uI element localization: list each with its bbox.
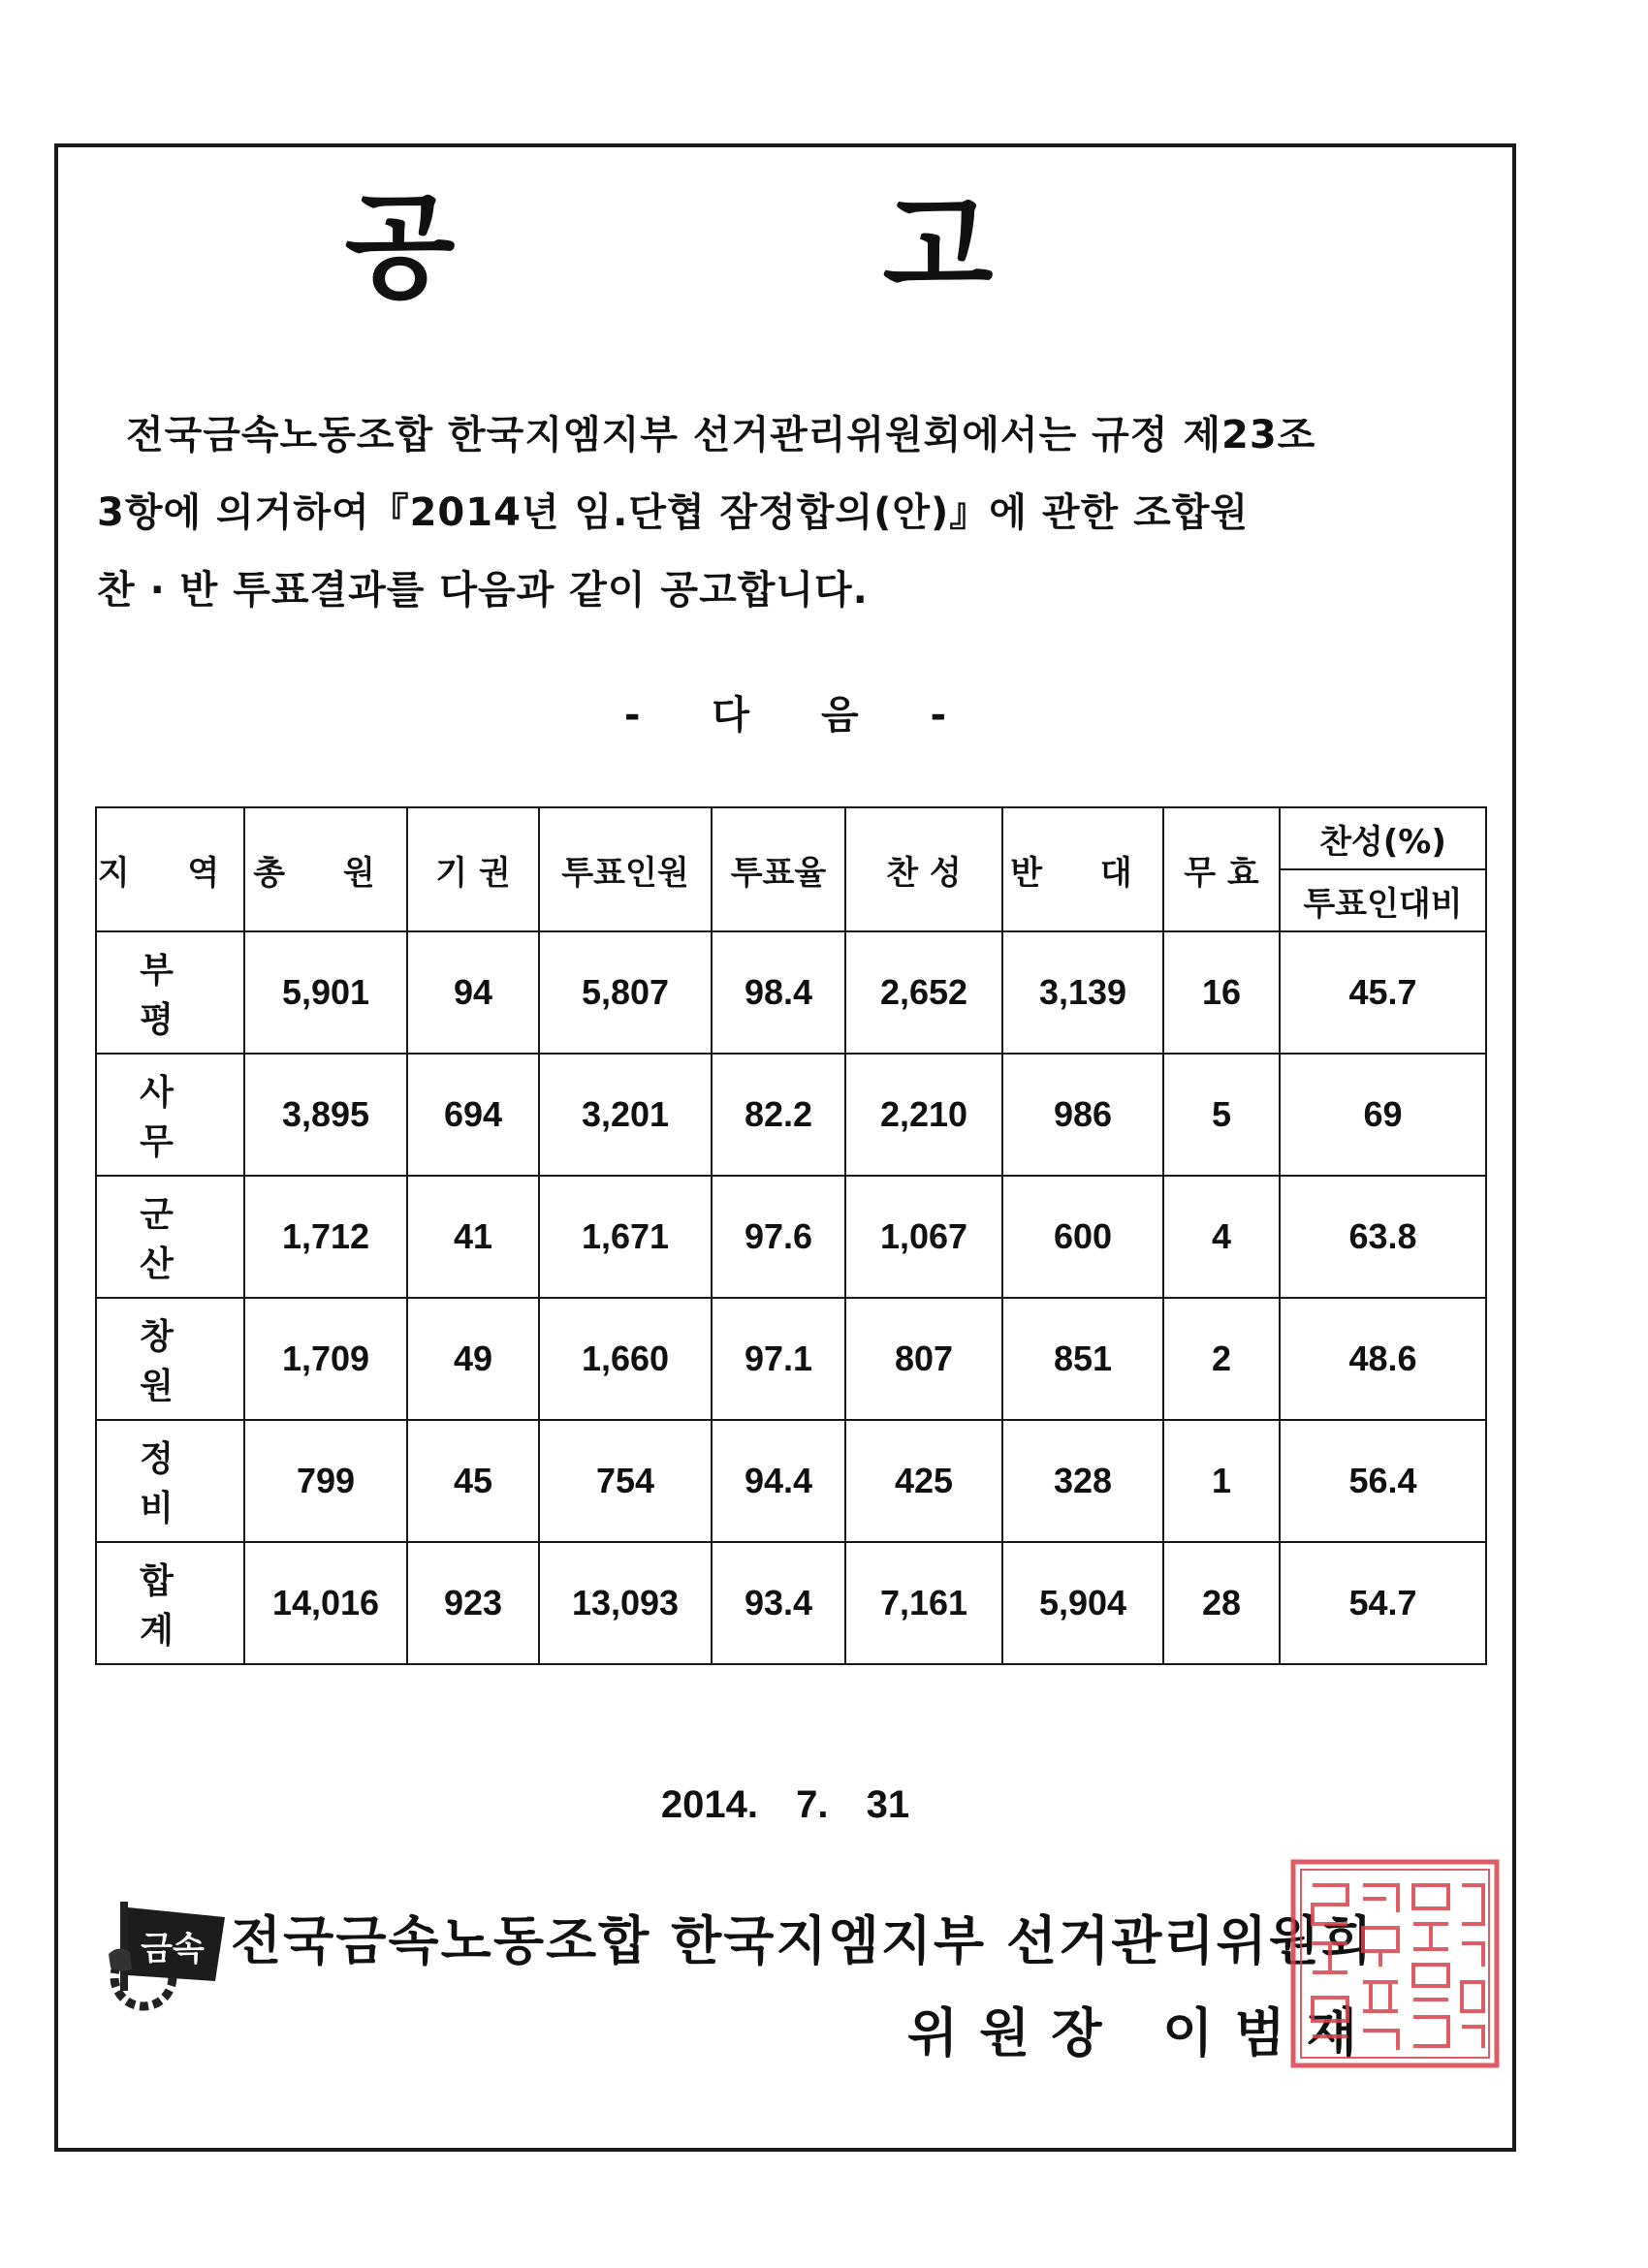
cell-no: 600	[1002, 1176, 1163, 1298]
header-yes-pct-sub: 투표인대비	[1280, 869, 1486, 931]
header-yes-pct: 찬성(%)	[1280, 807, 1486, 869]
header-invalid: 무 효	[1163, 807, 1280, 931]
cell-yes-pct: 56.4	[1280, 1420, 1486, 1542]
cell-region: 합 계	[96, 1542, 244, 1664]
cell-invalid: 4	[1163, 1176, 1280, 1298]
cell-turnout: 82.2	[712, 1054, 845, 1176]
cell-yes-pct: 54.7	[1280, 1542, 1486, 1664]
intro-line-3: 찬 · 반 투표결과를 다음과 같이 공고합니다.	[97, 568, 869, 613]
cell-no: 3,139	[1002, 931, 1163, 1054]
cell-invalid: 1	[1163, 1420, 1280, 1542]
issue-date: 2014. 7. 31	[660, 1783, 910, 1826]
cell-no: 851	[1002, 1298, 1163, 1420]
cell-no: 986	[1002, 1054, 1163, 1176]
cell-region: 사 무	[96, 1054, 244, 1176]
cell-yes-pct: 48.6	[1280, 1298, 1486, 1420]
cell-region: 창 원	[96, 1298, 244, 1420]
cell-abstain: 923	[407, 1542, 539, 1664]
table-row	[96, 1054, 1486, 1176]
cell-total: 14,016	[244, 1542, 407, 1664]
official-seal-icon	[1287, 1856, 1503, 2071]
cell-total: 1,709	[244, 1298, 407, 1420]
cell-yes: 1,067	[845, 1176, 1002, 1298]
table-row	[96, 1298, 1486, 1420]
header-region: 지 역	[96, 807, 244, 931]
header-abstain: 기 권	[407, 807, 539, 931]
cell-voters: 1,671	[539, 1176, 712, 1298]
cell-voters: 13,093	[539, 1542, 712, 1664]
cell-region: 부 평	[96, 931, 244, 1054]
cell-turnout: 98.4	[712, 931, 845, 1054]
subheading: - 다 음 -	[623, 693, 947, 738]
cell-no: 5,904	[1002, 1542, 1163, 1664]
cell-invalid: 2	[1163, 1298, 1280, 1420]
header-no: 반 대	[1002, 807, 1163, 931]
cell-invalid: 16	[1163, 931, 1280, 1054]
vote-results-table	[95, 806, 1487, 1665]
table-row-total	[96, 1542, 1486, 1664]
cell-turnout: 97.1	[712, 1298, 845, 1420]
header-turnout: 투표율	[712, 807, 845, 931]
cell-no: 328	[1002, 1420, 1163, 1542]
cell-total: 1,712	[244, 1176, 407, 1298]
issuer-name: 전국금속노동조합 한국지엠지부 선거관리위원회	[231, 1910, 1375, 1971]
intro-line-2: 3항에 의거하여『2014년 임.단협 잠정합의(안)』에 관한 조합원	[97, 490, 1249, 535]
header-yes: 찬 성	[845, 807, 1002, 931]
cell-yes-pct: 69	[1280, 1054, 1486, 1176]
cell-abstain: 49	[407, 1298, 539, 1420]
cell-total: 799	[244, 1420, 407, 1542]
header-voters: 투표인원	[539, 807, 712, 931]
cell-yes: 2,210	[845, 1054, 1002, 1176]
cell-yes: 7,161	[845, 1542, 1002, 1664]
cell-yes-pct: 45.7	[1280, 931, 1486, 1054]
cell-yes: 425	[845, 1420, 1002, 1542]
cell-turnout: 94.4	[712, 1420, 845, 1542]
cell-abstain: 94	[407, 931, 539, 1054]
cell-turnout: 93.4	[712, 1542, 845, 1664]
document-title: 공 고	[344, 180, 1188, 314]
cell-total: 3,895	[244, 1054, 407, 1176]
union-logo-icon	[101, 1896, 233, 2012]
cell-abstain: 45	[407, 1420, 539, 1542]
cell-voters: 1,660	[539, 1298, 712, 1420]
table-row	[96, 1176, 1486, 1298]
chairman-name: 위원장 이범재	[907, 2002, 1379, 2063]
logo-text: 금속	[141, 1930, 205, 1969]
cell-total: 5,901	[244, 931, 407, 1054]
cell-voters: 3,201	[539, 1054, 712, 1176]
cell-abstain: 41	[407, 1176, 539, 1298]
cell-invalid: 5	[1163, 1054, 1280, 1176]
table-row	[96, 1420, 1486, 1542]
cell-turnout: 97.6	[712, 1176, 845, 1298]
cell-yes-pct: 63.8	[1280, 1176, 1486, 1298]
intro-line-1: 전국금속노동조합 한국지엠지부 선거관리위원회에서는 규정 제23조	[126, 413, 1316, 457]
cell-region: 군 산	[96, 1176, 244, 1298]
cell-region: 정 비	[96, 1420, 244, 1542]
cell-invalid: 28	[1163, 1542, 1280, 1664]
cell-yes: 2,652	[845, 931, 1002, 1054]
cell-voters: 754	[539, 1420, 712, 1542]
cell-abstain: 694	[407, 1054, 539, 1176]
table-row	[96, 931, 1486, 1054]
cell-yes: 807	[845, 1298, 1002, 1420]
header-total: 총 원	[244, 807, 407, 931]
cell-voters: 5,807	[539, 931, 712, 1054]
